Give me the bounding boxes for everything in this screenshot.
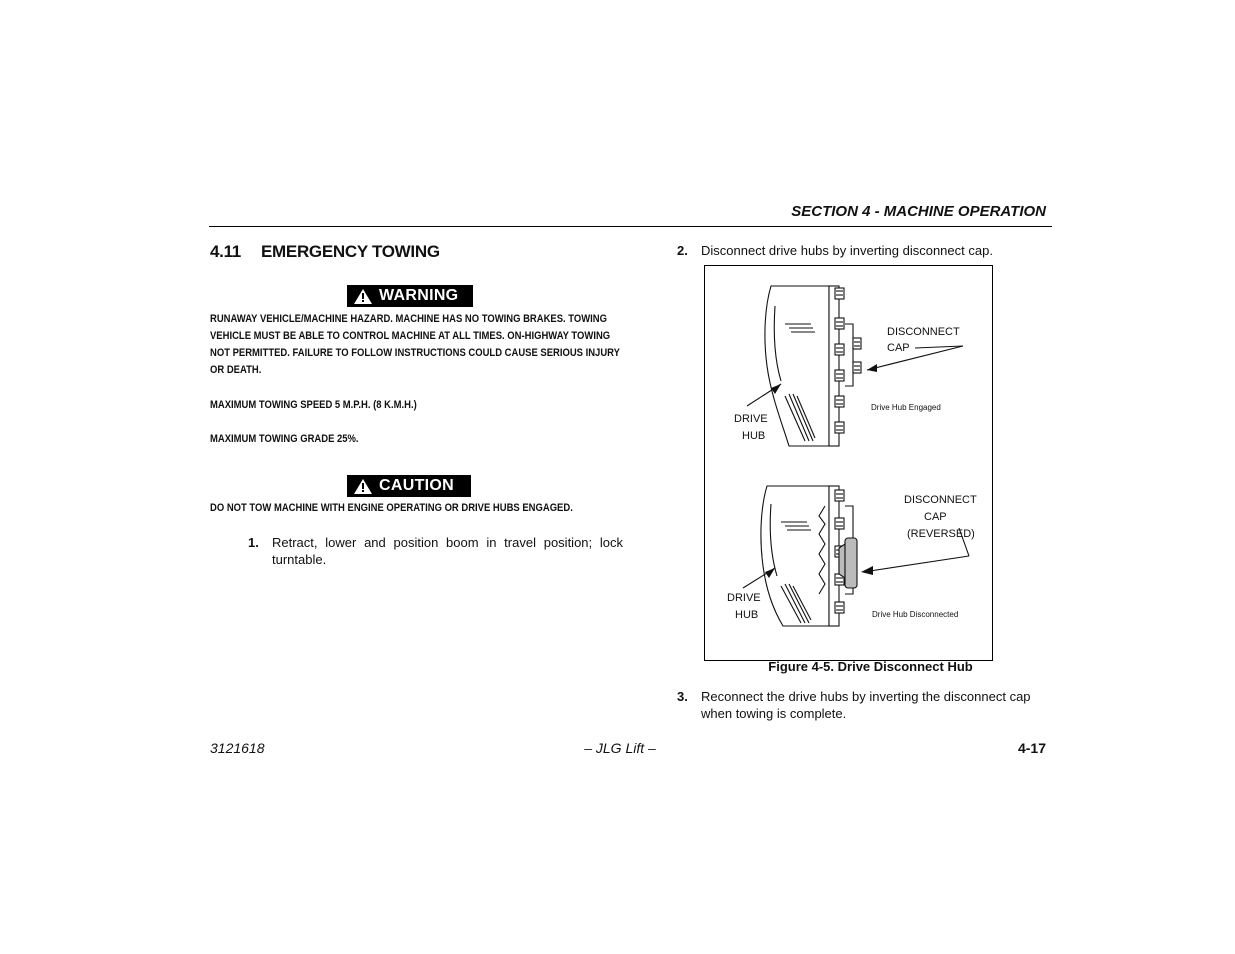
step-1 [248, 534, 623, 574]
step-3 [677, 688, 1052, 728]
section-number: 4.11 [210, 242, 241, 261]
footer-doc-number: 3121618 [210, 740, 265, 756]
warning-text: RUNAWAY VEHICLE/MACHINE HAZARD. MACHINE HAS NO TOWING BRAKES. TOWING VEHICLE MUST BE ABLE TO CONTROL MACHINE AT ALL TIMES. ON-HIGHWAY TOWING NOT PERMITTED. FAILURE TO FOLLOW INSTRUCTIONS COULD CAUSE SERIOUS INJURY OR DEATH. [210, 313, 620, 376]
step-number: 2. [677, 243, 688, 258]
section-heading [210, 242, 440, 262]
section-title: EMERGENCY TOWING [261, 242, 440, 261]
header-rule [209, 226, 1052, 227]
step-text: Reconnect the drive hubs by inverting the disconnect cap when towing is complete. [701, 689, 1031, 721]
caution-triangle-icon [353, 478, 373, 495]
bottom-hub-label-2: HUB [735, 609, 759, 621]
hub-disconnected-drawing [743, 486, 969, 626]
warning-label: WARNING [379, 287, 459, 304]
bottom-state-label: Drive Hub Disconnected [872, 610, 959, 619]
footer-page-number: 4-17 [1017, 740, 1046, 756]
figure-caption: Figure 4-5. Drive Disconnect Hub [768, 659, 973, 674]
step-text: Retract, lower and position boom in travel position; lock turntable. [272, 535, 623, 567]
towing-speed-text: MAXIMUM TOWING SPEED 5 M.P.H. (8 K.M.H.) [210, 399, 417, 411]
cap-arrow-top [867, 364, 877, 372]
step-number: 1. [248, 535, 259, 550]
top-cap-label-1: DISCONNECT [887, 326, 960, 338]
cap-arrow-bottom [861, 566, 873, 575]
drive-hub-diagram [705, 266, 992, 660]
warning-triangle-icon [353, 288, 373, 305]
step-2 [677, 242, 1052, 262]
bottom-cap-label-1: DISCONNECT [904, 494, 977, 506]
caution-label: CAUTION [379, 477, 454, 494]
bottom-cap-label-2: CAP [924, 511, 947, 523]
caution-text: DO NOT TOW MACHINE WITH ENGINE OPERATING OR DRIVE HUBS ENGAGED. [210, 502, 573, 514]
footer-center-text: – JLG Lift – [584, 740, 656, 756]
warning-badge [347, 285, 473, 307]
top-hub-label-2: HUB [742, 430, 766, 442]
drive-disconnect-hub-figure [704, 265, 993, 661]
hub-engaged-drawing [747, 286, 963, 446]
caution-badge [347, 475, 471, 497]
section-header: SECTION 4 - MACHINE OPERATION [791, 203, 1046, 220]
top-state-label: Drive Hub Engaged [871, 403, 941, 412]
step-text: Disconnect drive hubs by inverting disconnect cap. [701, 243, 993, 258]
bottom-cap-label-3: (REVERSED) [907, 528, 975, 540]
top-cap-label-2: CAP [887, 342, 910, 354]
bottom-hub-label-1: DRIVE [727, 592, 761, 604]
top-hub-label-1: DRIVE [734, 413, 768, 425]
step-number: 3. [677, 689, 688, 704]
towing-grade-text: MAXIMUM TOWING GRADE 25%. [210, 433, 359, 445]
